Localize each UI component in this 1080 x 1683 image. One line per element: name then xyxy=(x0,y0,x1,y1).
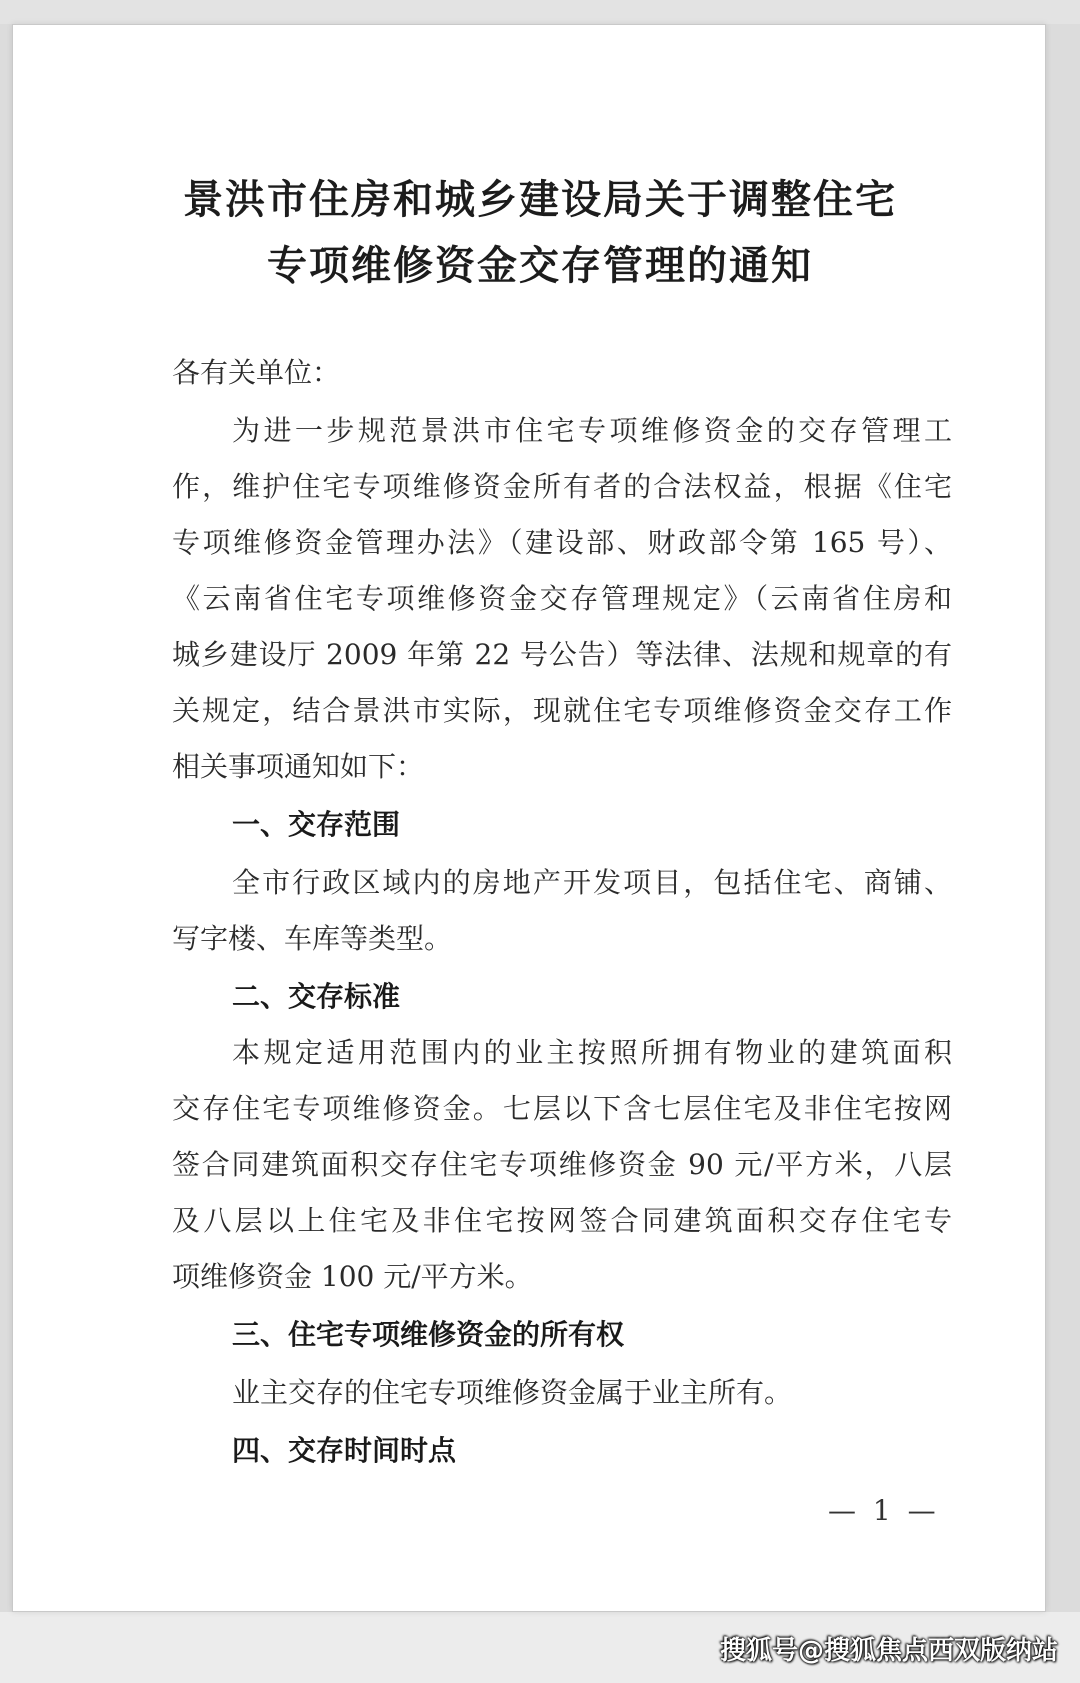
intro-line: 相关事项通知如下： xyxy=(172,750,425,783)
section2-line: 及八层以上住宅及非住宅按网签合同建筑面积交存住宅专 xyxy=(172,1204,952,1237)
section1-line: 全市行政区域内的房地产开发项目，包括住宅、商铺、 xyxy=(232,866,952,899)
section-heading-standard: 二、交存标准 xyxy=(232,980,401,1013)
section2-line: 交存住宅专项维修资金。七层以下含七层住宅及非住宅按网 xyxy=(172,1092,952,1125)
intro-line: 《云南省住宅专项维修资金交存管理规定》（云南省住房和 xyxy=(172,582,952,615)
intro-line: 关规定，结合景洪市实际，现就住宅专项维修资金交存工作 xyxy=(172,694,952,727)
section-heading-timing: 四、交存时间时点 xyxy=(232,1434,457,1467)
intro-line: 作，维护住宅专项维修资金所有者的合法权益，根据《住宅 xyxy=(172,470,952,503)
top-strip xyxy=(0,0,1080,24)
section3-line: 业主交存的住宅专项维修资金属于业主所有。 xyxy=(232,1376,793,1409)
intro-line: 城乡建设厅 2009 年第 22 号公告）等法律、法规和规章的有 xyxy=(172,638,952,671)
watermark: 搜狐号@搜狐焦点西双版纳站 xyxy=(719,1636,1058,1666)
section2-line: 本规定适用范围内的业主按照所拥有物业的建筑面积 xyxy=(232,1036,952,1069)
intro-line: 为进一步规范景洪市住宅专项维修资金的交存管理工 xyxy=(232,414,952,447)
section-heading-ownership: 三、住宅专项维修资金的所有权 xyxy=(232,1318,625,1351)
section2-line: 签合同建筑面积交存住宅专项维修资金 90 元/平方米，八层 xyxy=(172,1148,952,1181)
section-heading-scope: 一、交存范围 xyxy=(232,808,401,841)
section2-line: 项维修资金 100 元/平方米。 xyxy=(172,1260,533,1293)
salutation: 各有关单位： xyxy=(172,356,341,389)
intro-line: 专项维修资金管理办法》（建设部、财政部令第 165 号）、 xyxy=(172,526,952,559)
document-title-line1: 景洪市住房和城乡建设局关于调整住宅 xyxy=(183,177,897,223)
page-number: — 1 — xyxy=(828,1494,940,1527)
section1-line: 写字楼、车库等类型。 xyxy=(172,922,453,955)
document-title-line2: 专项维修资金交存管理的通知 xyxy=(267,243,813,289)
